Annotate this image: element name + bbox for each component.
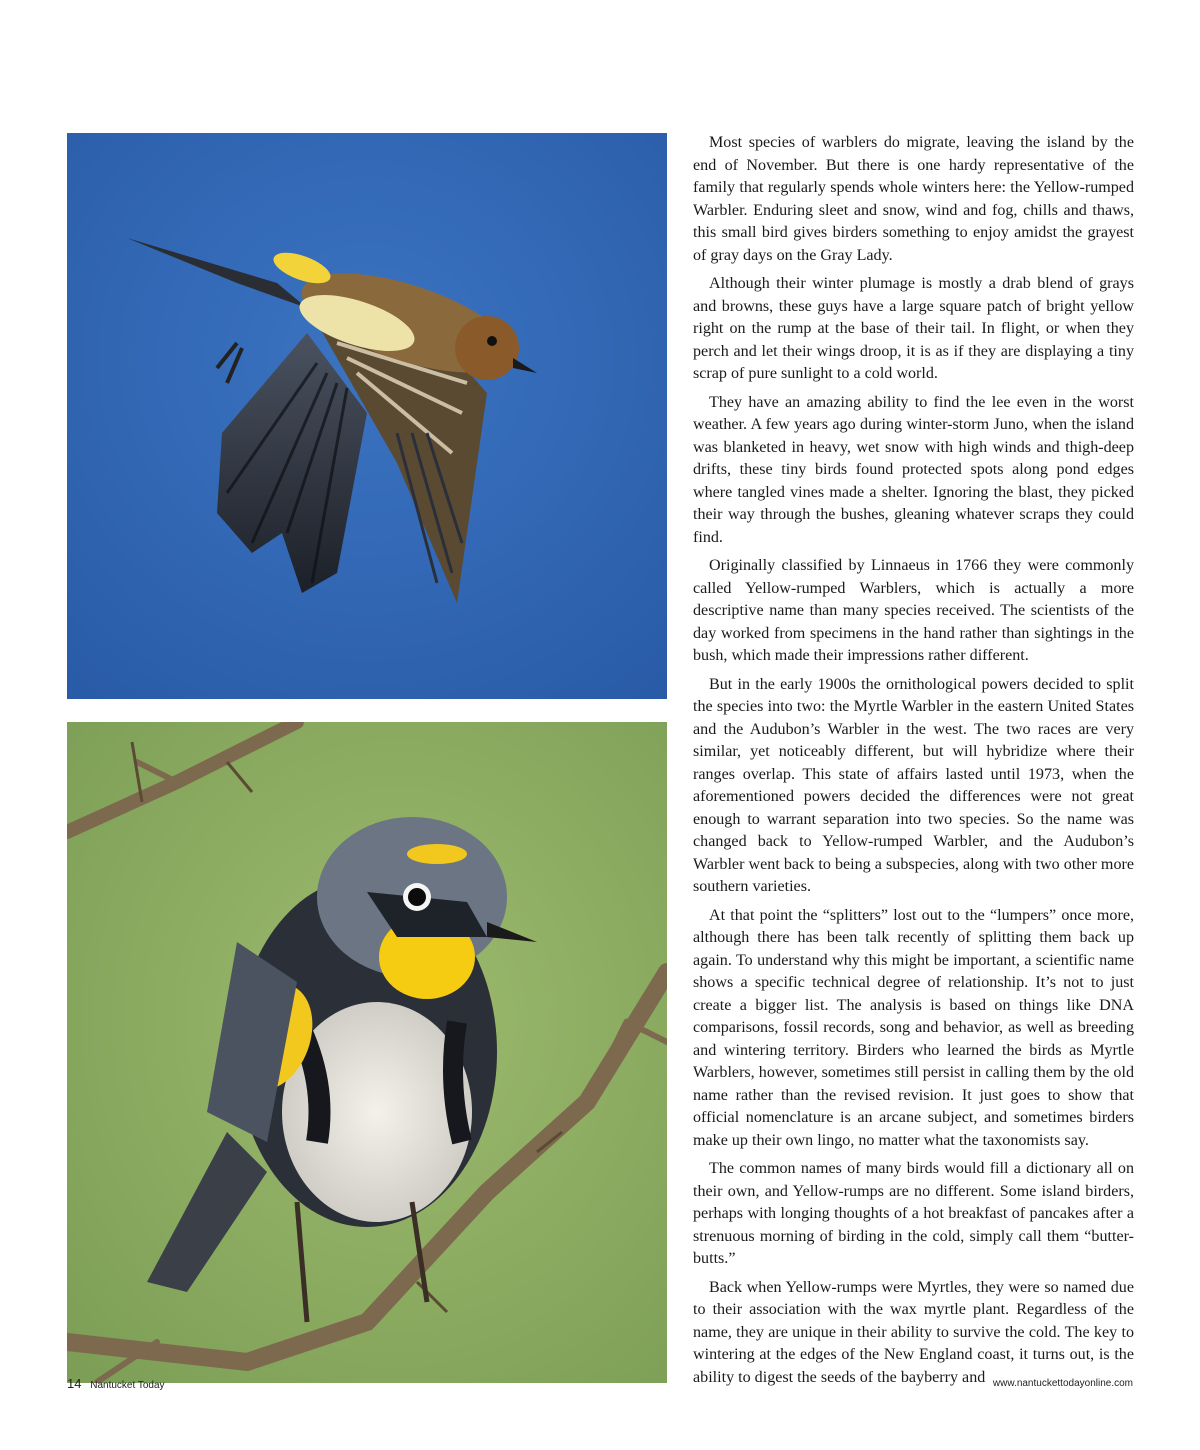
warbler-flight-photo (67, 133, 667, 699)
warbler-flight-image (67, 133, 667, 699)
article-paragraph-5: But in the early 1900s the ornithological powers decided to split the species into two: the Myrtle Warbler in the eastern United States and the Audubon’s Warbler in the west. The two races are very similar, yet noticeably different, but will hybridize where their ranges overlap. This state of affairs lasted until 1973, when the aforementioned powers decided the differences were not great enough to warrant separation into two species. So the name was changed back to Yellow-rumped Warbler, and the Audubon’s Warbler went back to being a subspecies, along with two other more southern varieties. (693, 675, 1134, 895)
website-url: www.nantuckettodayonline.com (992, 1378, 1133, 1389)
article-paragraph-1: Most species of warblers do migrate, leaving the island by the end of November. But there is one hardy representative of the family that regularly spends whole winters here: the Yellow-rumped Warbler. Enduring sleet and snow, wind and fog, chills and thaws, this small bird gives birders something to enjoy amidst the grayest of gray days on the Gray Lady. (693, 134, 1134, 264)
article-paragraph-6: At that point the “splitters” lost out to the “lumpers” once more, although there has been talk recently of splitting them back up again. To understand why this might be important, a scientific name shows a specific technical degree of relationship. It’s not to just create a bigger list. The analysis is based on things like DNA comparisons, fossil records, song and behavior, as well as breeding and wintering territory. Birders who learned the birds as Myrtle Warblers, however, sometimes still persist in calling them by the old name rather than the revised revision. It just goes to show that official nomenclature is an arcane subject, and sometimes birders make up their own lingo, no matter what the taxonomists say. (693, 906, 1134, 1149)
warbler-perched-photo (67, 722, 667, 1383)
article-paragraph-3: They have an amazing ability to find the lee even in the worst weather. A few years ago during winter-storm Juno, when the island was blanketed in heavy, wet snow with high winds and thigh-deep drifts, these tiny birds found protected spots along pond edges where tangled vines made a shelter. Ignoring the blast, they picked their way through the bushes, gleaning whatever scraps they could find. (693, 393, 1134, 546)
article-paragraph-8: Back when Yellow-rumps were Myrtles, they were so named due to their association with the wax myrtle plant. Regardless of the name, they are unique in their ability to survive the cold. The key to wintering at the edges of the New England coast, it turns out, is the ability to digest the seeds of the bayberry and (693, 1278, 1134, 1386)
page-footer-left (67, 1376, 165, 1391)
article-paragraph-7: The common names of many birds would fill a dictionary all on their own, and Yellow-rumps are no different. Some island birders, perhaps with longing thoughts of a hot breakfast of pancakes after a strenuous morning of birding in the cold, simply call them “butter-butts.” (693, 1160, 1134, 1267)
warbler-perched-image (67, 722, 667, 1383)
publication-name: Nantucket Today (90, 1380, 165, 1391)
article-paragraph-2: Although their winter plumage is mostly a drab blend of grays and browns, these guys have a large square patch of bright yellow right on the rump at the base of their tail. In flight, or when they perch and let their wings droop, it is as if they are displaying a tiny scrap of pure sunlight to a cold world. (693, 275, 1134, 382)
article-body (693, 132, 1134, 1395)
page-number: 14 (67, 1376, 82, 1391)
article-paragraph-4: Originally classified by Linnaeus in 1766 they were commonly called Yellow-rumped Warblers, which is actually a more descriptive name than many species received. The scientists of the day worked from specimens in the hand rather than sightings in the bush, which made their impressions rather different. (693, 557, 1134, 664)
